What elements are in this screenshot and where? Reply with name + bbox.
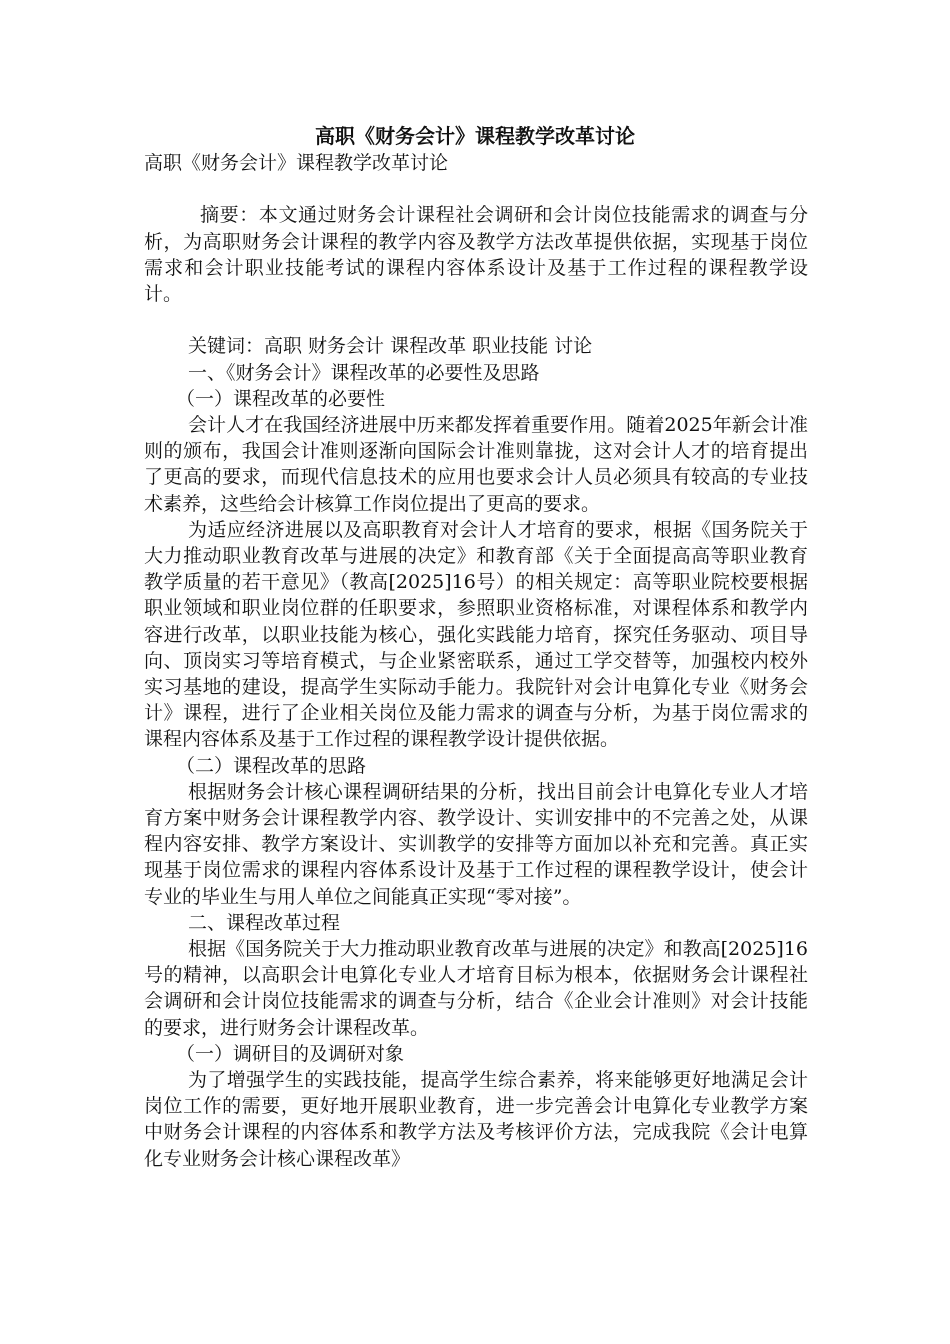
blank-line: [144, 176, 808, 202]
subsection-heading: （一）调研目的及调研对象: [176, 1042, 405, 1065]
abstract-paragraph: 摘要：本文通过财务会计课程社会调研和会计岗位技能需求的调查与分析，为高职财务会计课程的教学内容及教学方法改革提供依据，实现基于岗位需求和会计职业技能考试的课程内容体系设计及基于工作过程的课程教学设计。: [144, 204, 808, 305]
document-body: [144, 150, 808, 1172]
body-paragraph: 根据财务会计核心课程调研结果的分析，找出目前会计电算化专业人才培育方案中财务会计课程教学内容、教学设计、实训安排中的不完善之处，从课程内容安排、教学方案设计、实训教学的安排等方面加以补充和完善。真正实现基于岗位需求的课程内容体系设计及基于工作过程的课程教学设计，使会计专业的毕业生与用人单位之间能真正实现“零对接”。: [144, 780, 808, 908]
document-title: 高职《财务会计》课程教学改革讨论: [315, 124, 635, 148]
subsection-heading: （一）课程改革的必要性: [176, 387, 386, 410]
subsection-heading: （二）课程改革的思路: [176, 754, 367, 777]
section-heading: 一、《财务会计》课程改革的必要性及思路: [188, 361, 540, 384]
blank-line: [144, 307, 808, 333]
body-paragraph: 为了增强学生的实践技能，提高学生综合素养，将来能够更好地满足会计岗位工作的需要，更好地开展职业教育，进一步完善会计电算化专业教学方案中财务会计课程的内容体系和教学方法及考核评价方法，完成我院《会计电算化专业财务会计核心课程改革》: [144, 1069, 808, 1170]
section-heading: 二、课程改革过程: [188, 911, 341, 934]
document-subtitle: 高职《财务会计》课程教学改革讨论: [144, 152, 449, 174]
body-paragraph: 会计人才在我国经济进展中历来都发挥着重要作用。随着2025年新会计准则的颁布，我国会计准则逐渐向国际会计准则靠拢，这对会计人才的培育提出了更高的要求，而现代信息技术的应用也要求会计人员必须具有较高的专业技术素养，这些给会计核算工作岗位提出了更高的要求。: [144, 414, 808, 515]
keywords-line: 关键词：高职 财务会计 课程改革 职业技能 讨论: [188, 335, 593, 358]
body-paragraph: 根据《国务院关于大力推动职业教育改革与进展的决定》和教高[2025]16号的精神，以高职会计电算化专业人才培育目标为根本，依据财务会计课程社会调研和会计岗位技能需求的调查与分析，结合《企业会计准则》对会计技能的要求，进行财务会计课程改革。: [144, 938, 808, 1039]
body-paragraph: 为适应经济进展以及高职教育对会计人才培育的要求，根据《国务院关于大力推动职业教育改革与进展的决定》和教育部《关于全面提高高等职业教育教学质量的若干意见》（教高[2025]16号）的相关规定：高等职业院校要根据职业领域和职业岗位群的任职要求，参照职业资格标准，对课程体系和教学内容进行改革，以职业技能为核心，强化实践能力培育，探究任务驱动、项目导向、顶岗实习等培育模式，与企业紧密联系，通过工学交替等，加强校内校外实习基地的建设，提高学生实际动手能力。我院针对会计电算化专业《财务会计》课程，进行了企业相关岗位及能力需求的调查与分析，为基于岗位需求的课程内容体系及基于工作过程的课程教学设计提供依据。: [144, 518, 808, 751]
